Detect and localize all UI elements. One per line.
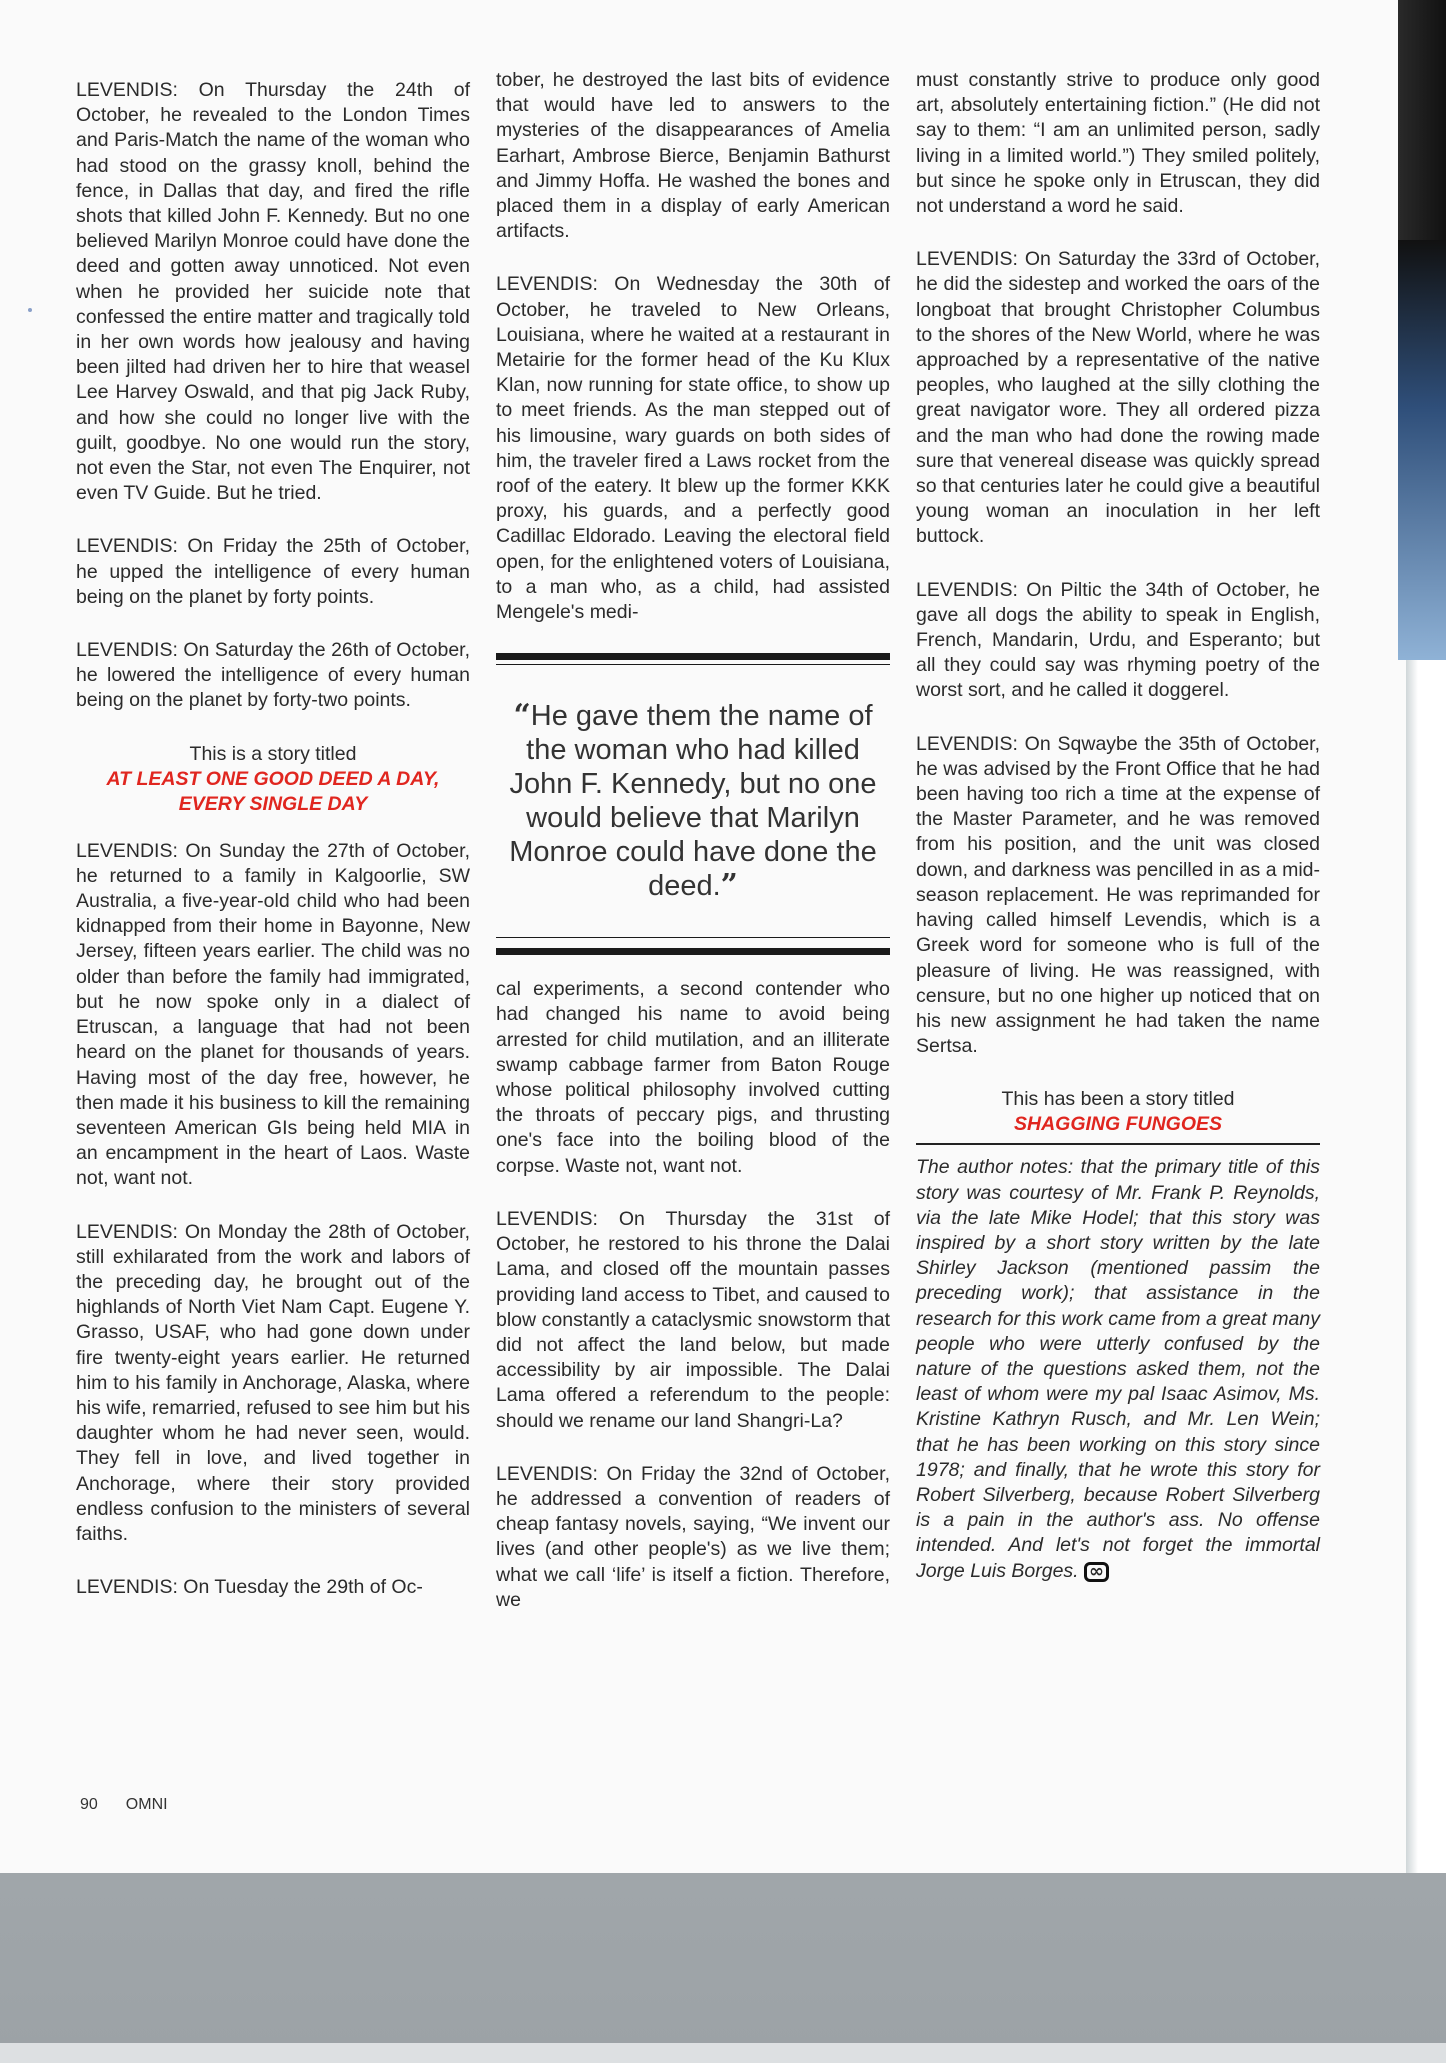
- scanner-background: [0, 1873, 1446, 2063]
- speck: [28, 308, 32, 312]
- adjacent-page-dark: [1398, 0, 1446, 250]
- page-folio: [80, 1796, 196, 1814]
- paragraph: must constantly strive to produce only good art, absolutely entertaining fiction.” (He did not say to them: “I am an unlimited person, sadly living in a limited world.”) They smiled politely, but since he spoke only in Etruscan, they did not understand a word he said.: [916, 69, 1320, 218]
- pull-quote-rule-top: [496, 653, 890, 660]
- paragraph: LEVENDIS: On Tuesday the 29th of Oc-: [76, 1576, 423, 1599]
- pull-quote: [496, 699, 890, 903]
- page-number: 90: [80, 1796, 98, 1813]
- paragraph: LEVENDIS: On Friday the 32nd of October, he addressed a convention of readers of cheap fantasy novels, saying, “We invent our lives (and other people's) as we live them; what we call ‘life’ is itself a fiction. Therefore, we: [496, 1462, 890, 1611]
- paragraph: tober, he destroyed the last bits of evidence that would have led to answers to the mysteries of the disappearances of Amelia Earhart, Ambrose Bierce, Benjamin Bathurst and Jimmy Hoffa. He washed the bones and placed them in a display of early American artifacts.: [496, 69, 890, 243]
- story-title: AT LEAST ONE GOOD DEED A DAY, EVERY SINGLE DAY: [106, 767, 440, 815]
- paragraph: LEVENDIS: On Sqwaybe the 35th of October, he was advised by the Front Office that he had been having too rich a time at the expense of the Master Parameter, and he was removed from his position, and the unit was closed down, and darkness was pencilled in as a mid-season replacement. He was reprimanded for having called himself Levendis, which is a Greek word for someone who is full of the pleasure of living. He was reassigned, with censure, but no one higher up noticed that on his new assignment he had taken the name Sertsa.: [916, 732, 1320, 1058]
- column-1: [76, 78, 470, 1628]
- paragraph: LEVENDIS: On Saturday the 26th of October, he lowered the intelligence of every human being on the planet by forty-two points.: [76, 639, 470, 712]
- story-intro: This is a story titled: [189, 742, 357, 765]
- pull-quote-rule-bottom: [496, 948, 890, 955]
- closing-intro: This has been a story titled: [1001, 1088, 1235, 1111]
- author-notes-text: The author notes: that the primary title of this story was courtesy of Mr. Frank P. Reynolds, via the late Mike Hodel; that this story was inspired by a short story written by the late Shirley Jackson (mentioned passim the preceding work); that assistance in the research for this work came from a great many people who were utterly confused by the nature of the questions asked them, not the least of whom were my pal Isaac Asimov, Ms. Kristine Kathryn Rusch, and Mr. Len Wein; that he has been working on this story since 1978; and finally, that he wrote this story for Robert Silverberg, because Robert Silverberg is a pain in the author's ass. No offense intended. And let's not forget the immortal Jorge Luis Borges.: [916, 1156, 1320, 1582]
- paragraph: LEVENDIS: On Saturday the 33rd of October, he did the sidestep and worked the oars of the longboat that brought Christopher Columbus to the shores of the New World, where he was approached by a representative of the native peoples, who laughed at the silly clothing the great navigator wore. They all ordered pizza and the man who had done the rowing made sure that venereal disease was quickly spread so that centuries later he could give a beautiful young woman an inoculation in her left buttock.: [916, 248, 1320, 548]
- paragraph: LEVENDIS: On Friday the 25th of October, he upped the intelligence of every human being on the planet by forty points.: [76, 535, 470, 608]
- paragraph: LEVENDIS: On Sunday the 27th of October, he returned to a family in Kalgoorlie, SW Australia, a five-year-old child who had been kidnapped from their home in Bayonne, New Jersey, fifteen years earlier. The child was no older than before the family had immigrated, but he now spoke only in a dialect of Etruscan, a language that had not been heard on the planet for thousands of years. Having most of the day free, however, he then made it his business to kill the remaining seventeen American GIs being held MIA in an encampment in the heart of Laos. Waste not, want not.: [76, 839, 470, 1190]
- close-quote-icon: ”: [720, 868, 738, 904]
- pull-quote-rule-bottom-thin: [496, 937, 890, 938]
- story-title-block: [76, 742, 470, 817]
- pull-quote-rule-top-thin: [496, 664, 890, 665]
- end-mark-icon: ∞: [1084, 1562, 1109, 1582]
- closing-title: SHAGGING FUNGOES: [1013, 1113, 1223, 1136]
- paragraph: LEVENDIS: On Wednesday the 30th of October, he traveled to New Orleans, Louisiana, where he waited at a restaurant in Metairie for the former head of the Ku Klux Klan, now running for state office, to show up to meet friends. As the man stepped out of his limousine, wary guards on both sides of him, the traveler fired a Laws rocket from the roof of the eatery. It blew up the former KKK proxy, his guards, and a perfectly good Cadillac Eldorado. Leaving the electoral field open, for the enlightened voters of Louisiana, to a man who, as a child, had assisted Mengele's medi-: [496, 273, 890, 624]
- author-notes: [916, 1155, 1320, 1583]
- scanner-edge: [0, 2043, 1446, 2063]
- paragraph: LEVENDIS: On Monday the 28th of October, still exhilarated from the work and labors of the preceding day, he brought out of the highlands of North Viet Nam Capt. Eugene Y. Grasso, USAF, who had gone down under fire twenty-eight years earlier. He returned him to his family in Anchorage, Alaska, where his wife, remarried, refused to see him but his daughter whom he had never seen, would. They fell in love, and lived together in Anchorage, where their story provided endless confusion to the ministers of several faiths.: [76, 1220, 470, 1545]
- notes-rule: [916, 1143, 1320, 1145]
- pull-quote-text: He gave them the name of the woman who had killed John F. Kennedy, but no one would believe that Marilyn Monroe could have done the deed.: [509, 700, 877, 903]
- column-3: [916, 68, 1320, 1584]
- open-quote-icon: “: [513, 698, 531, 734]
- paragraph: LEVENDIS: On Thursday the 24th of October, he revealed to the London Times and Paris-Match the name of the woman who had stood on the grassy knoll, behind the fence, in Dallas that day, and fired the rifle shots that killed John F. Kennedy. But no one believed Marilyn Monroe could have done the deed and gotten away unnoticed. Not even when he provided her suicide note that confessed the entire matter and tragically told in her own words how jealousy and having been jilted had driven her to hire that weasel Lee Harvey Oswald, and that pig Jack Ruby, and how she could no longer live with the guilt, goodbye. No one would run the story, not even the Star, not even The Enquirer, not even TV Guide. But he tried.: [76, 79, 470, 505]
- magazine-name: OMNI: [125, 1796, 168, 1813]
- paragraph: LEVENDIS: On Piltic the 34th of October, he gave all dogs the ability to speak in English, French, Mandarin, Urdu, and Esperanto; but all they could say was rhyming poetry of the worst sort, and he called it doggerel.: [916, 578, 1320, 702]
- column-2: [496, 68, 890, 1641]
- paragraph: LEVENDIS: On Thursday the 31st of October, he restored to his throne the Dalai Lama, and closed off the mountain passes providing land access to Tibet, and caused to blow constantly a cataclysmic snowstorm that did not affect the land below, but made accessibility by air impossible. The Dalai Lama offered a referendum to the people: should we rename our land Shangri-La?: [496, 1207, 890, 1432]
- closing-title-block: [916, 1087, 1320, 1137]
- adjacent-page-blue: [1398, 240, 1446, 660]
- paragraph: cal experiments, a second contender who had changed his name to avoid being arrested for child mutilation, and an illiterate swamp cabbage farmer from Baton Rouge whose political philosophy involved cutting the throats of peccary pigs, and thrusting one's face into the boiling blood of the corpse. Waste not, want not.: [496, 978, 890, 1177]
